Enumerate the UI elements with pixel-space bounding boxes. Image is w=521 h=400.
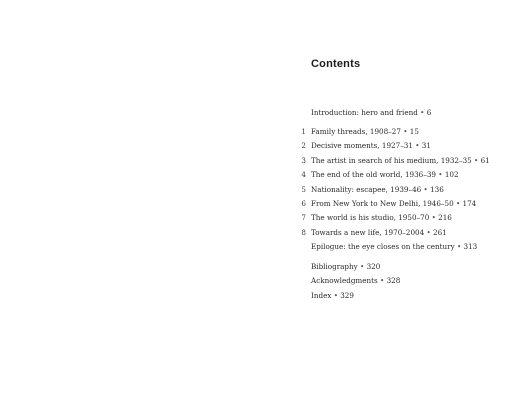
toc-chapter-number: 6: [301, 198, 306, 208]
toc-entry-label: Towards a new life, 1970–2004: [311, 227, 425, 237]
page-title: Contents: [311, 58, 361, 70]
toc-separator: •: [420, 108, 425, 117]
toc-entry-chapter-3: [0, 154, 521, 168]
toc-entry-label: Decisive moments, 1927–31: [311, 141, 413, 151]
toc-chapters-block: [0, 125, 521, 255]
toc-entry-page: 261: [433, 227, 447, 237]
toc-separator: •: [431, 213, 436, 223]
toc-separator: •: [455, 198, 461, 208]
toc-entry-chapter-7: [0, 211, 521, 225]
toc-entry-label: The world is his studio, 1950–70: [311, 213, 430, 223]
toc-entry-page: 102: [444, 170, 459, 180]
toc-entry-text: [311, 226, 447, 240]
toc-separator: •: [456, 242, 462, 252]
toc-separator: •: [474, 155, 479, 165]
toc-separator: •: [415, 141, 420, 151]
toc-entry-bibliography: [0, 260, 521, 274]
toc-entry-text: [311, 168, 459, 182]
toc-entry-chapter-6: [0, 197, 521, 211]
toc-entry-page: 174: [462, 198, 477, 208]
toc-chapter-number: 5: [301, 184, 306, 194]
toc-entry-epilogue: [0, 240, 521, 254]
toc-entry-text: [311, 106, 431, 120]
toc-entry-page: 136: [430, 184, 444, 194]
toc-entry-label: Bibliography: [311, 262, 358, 271]
toc-entry-text: [311, 197, 476, 211]
toc-separator: •: [380, 276, 385, 286]
toc-chapter-number: 2: [301, 141, 306, 151]
toc-entry-text: [311, 289, 354, 303]
toc-entry-page: 328: [386, 276, 401, 286]
toc-entry-label: Epilogue: the eye closes on the century: [311, 242, 455, 252]
toc-entry-label: Acknowledgments: [311, 276, 378, 286]
toc-chapter-number: 8: [301, 227, 306, 237]
toc-entry-text: [311, 240, 477, 254]
toc-entry-label: Introduction: hero and friend: [311, 108, 418, 117]
toc-entry-chapter-5: [0, 183, 521, 197]
toc-entry-chapter-8: [0, 226, 521, 240]
toc-entry-label: Index: [311, 290, 332, 300]
toc-entry-text: [311, 260, 380, 274]
toc-entry-index: [0, 289, 521, 303]
toc-separator: •: [333, 290, 338, 300]
toc-entry-acknowledgments: [0, 274, 521, 288]
toc-entry-page: 329: [340, 290, 354, 300]
toc-entry-text: [311, 183, 444, 197]
toc-separator: •: [438, 170, 443, 180]
toc-entry-label: The artist in search of his medium, 1932–35: [311, 155, 472, 165]
toc-entry-text: [311, 211, 452, 225]
toc-entry-page: 31: [421, 141, 431, 151]
toc-entry-label: From New York to New Delhi, 1946–50: [311, 198, 454, 208]
toc-entry-chapter-1: [0, 125, 521, 139]
toc-chapter-number: 1: [301, 127, 306, 136]
toc-chapter-number: 7: [301, 213, 306, 223]
toc-chapter-number: 3: [301, 155, 306, 165]
toc-introduction-block: [0, 106, 521, 120]
toc-entry-page: 313: [463, 242, 478, 252]
toc-entry-text: [311, 154, 490, 168]
toc-separator: •: [360, 262, 365, 271]
toc-entry-label: Family threads, 1908–27: [311, 127, 401, 136]
toc-back-matter-block: [0, 260, 521, 303]
toc-entry-page: 61: [480, 155, 490, 165]
toc-separator: •: [423, 184, 428, 194]
toc-entry-chapter-4: [0, 168, 521, 182]
toc-entry-text: [311, 139, 431, 153]
toc-entry-label: Nationality: escapee, 1939–46: [311, 184, 422, 194]
toc-chapter-number: 4: [301, 170, 306, 180]
toc-entry-label: The end of the old world, 1936–39: [311, 170, 436, 180]
toc-entry-page: 320: [366, 262, 381, 271]
toc-separator: •: [403, 127, 408, 136]
toc-entry-text: [311, 125, 419, 139]
toc-entry-page: 216: [438, 213, 452, 223]
toc-entry-chapter-2: [0, 139, 521, 153]
toc-entry-text: [311, 274, 400, 288]
toc-entry-page: 15: [409, 127, 419, 136]
toc-separator: •: [426, 227, 431, 237]
toc-entry-introduction: [0, 106, 521, 120]
toc-entry-page: 6: [426, 108, 432, 117]
